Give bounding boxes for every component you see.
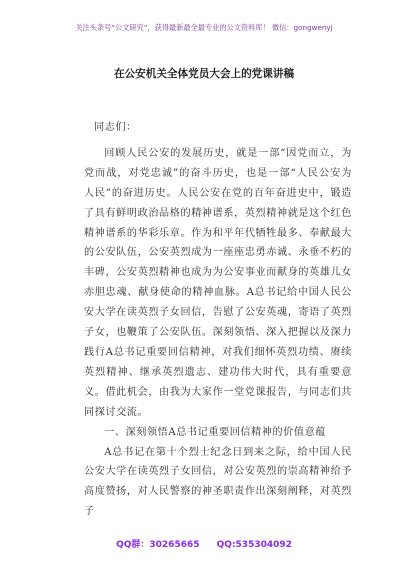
document-title: 在公安机关全体党员大会上的党课讲稿	[113, 68, 295, 80]
footer-contacts	[0, 537, 408, 550]
salutation: 同志们：	[94, 122, 137, 133]
document-body	[84, 118, 352, 522]
header-promo-note: 关注头条号“公文研究”，获得最新最全最专业的公文资料库！ 微信：gongwenyj	[75, 23, 333, 32]
footer-qq: QQ:535304092	[216, 540, 292, 550]
section-heading-1: 一、深刻领悟A总书记重要回信精神的价值意蕴	[104, 426, 326, 438]
footer-qq-group: QQ群：30265665	[116, 540, 200, 550]
body-paragraph-1: 回顾人民公安的发展历史，就是一部“因党而立，为党而战，对党忠诚”的奋斗历史，也是一部“人民公安为人民”的奋进历史。人民公安在党的百年奋进史中，锻造了具有鲜明政治品格的精神谱系，英烈精神就是这个红色精神谱系的华彩乐章。作为和平年代牺牲最多、奉献最大的公安队伍，公安英烈成为一座座忠勇赤诚、永垂不朽的丰碑，公安英烈精神也成为为公安事业而献身的英雄儿女赤胆忠魂、献身使命的精神血脉。A总书记给中国人民公安大学在读英烈子女回信，告慰了公安英魂，寄语了英烈子女，也鞭策了公安队伍。深刻领悟、深入把握以及深力践行A总书记重要回信精神，对我们细怀英烈功绩、赓续英烈精神、继承英烈遗志、建功伟大时代，具有重要意义。借此机会，由我为大家作一堂党课报告，与同志们共同探讨交流。	[84, 147, 352, 418]
body-paragraph-2: A总书记在第十个烈士纪念日到来之际，给中国人民公安大学在读英烈子女回信，对公安英烈的崇高精神给予高度赞扬，对人民警察的神圣职责作出深刻阐释，对英烈子	[84, 446, 352, 518]
